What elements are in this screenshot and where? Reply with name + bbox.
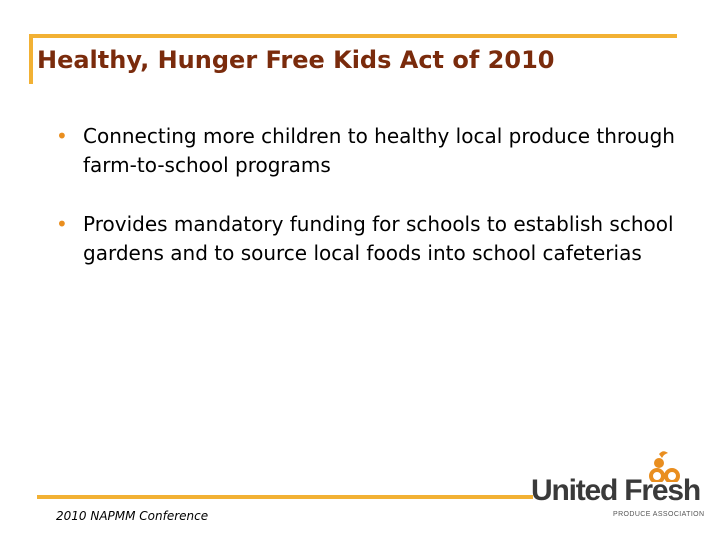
united-fresh-logo — [531, 450, 703, 522]
bullet-item — [56, 122, 706, 180]
slide-title: Healthy, Hunger Free Kids Act of 2010 — [37, 46, 555, 74]
title-frame-left-border — [29, 34, 33, 84]
bullet-item — [56, 210, 706, 268]
bullet-text: Provides mandatory funding for schools to establish school gardens and to source local foods into school cafeterias — [83, 212, 674, 265]
title-frame-top-border — [29, 34, 677, 38]
bullet-text: Connecting more children to healthy local produce through farm-to-school programs — [83, 124, 675, 177]
logo-wordmark: United Fresh — [531, 474, 700, 507]
logo-subtitle: PRODUCE ASSOCIATION — [613, 511, 705, 518]
bullet-dot-icon: • — [56, 124, 68, 148]
bullet-list — [56, 122, 706, 268]
footer-divider — [37, 495, 533, 499]
bullet-dot-icon: • — [56, 212, 68, 236]
footer-conference-label: 2010 NAPMM Conference — [56, 509, 209, 523]
